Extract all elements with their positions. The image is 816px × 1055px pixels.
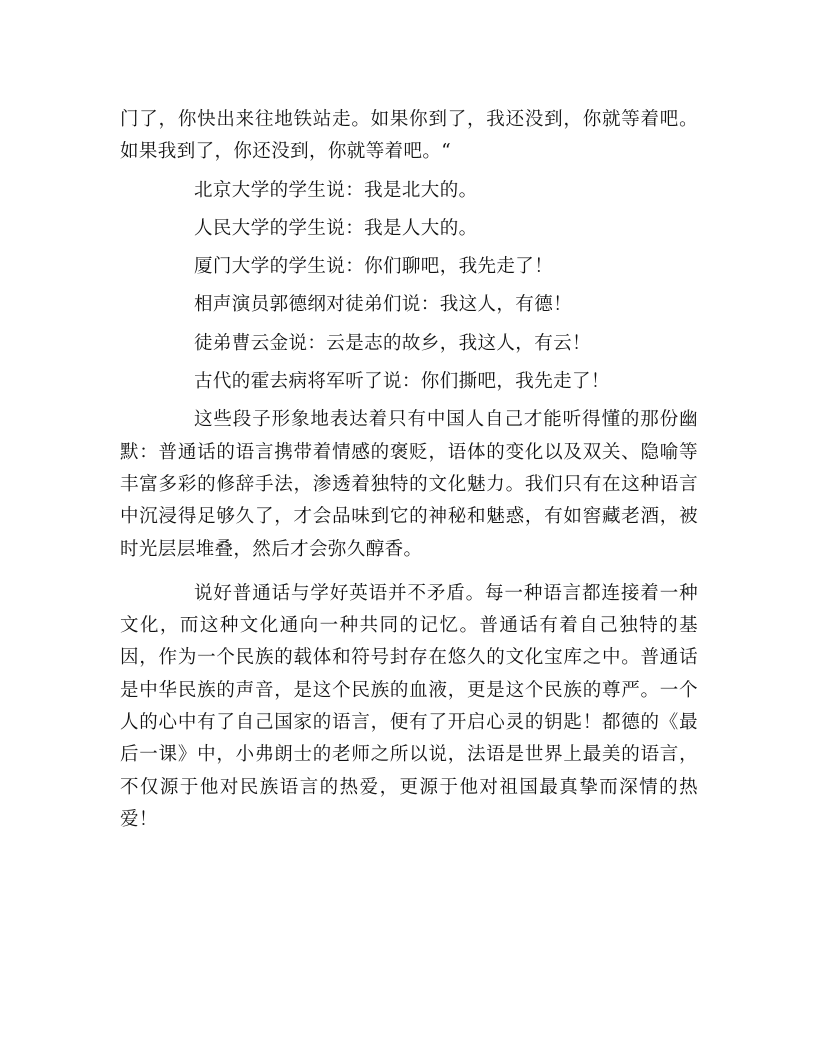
dialog-line-huo-qubing: 古代的霍去病将军听了说：你们撕吧，我先走了！ (194, 371, 610, 393)
document-body (120, 104, 698, 836)
paragraph-humor: 这些段子形象地表达着只有中国人自己才能听得懂的那份幽默：普通话的语言携带着情感的褒贬，语体的变化以及双关、隐喻等丰富多彩的修辞手法，渗透着独特的文化魅力。我们只有在这种语言中沉浸得足够久了，才会品味到它的神秘和魅惑，有如窖藏老酒，被时光层层堆叠，然后才会弥久醇香。 (120, 409, 698, 560)
paragraph-mandarin: 说好普通话与学好英语并不矛盾。每一种语言都连接着一种文化，而这种文化通向一种共同的记忆。普通话有着自己独特的基因，作为一个民族的载体和符号封存在悠久的文化宝库之中。普通话是中华民族的声音，是这个民族的血液，更是这个民族的尊严。一个人的心中有了自己国家的语言，便有了开启心灵的钥匙！都德的《最后一课》中，小弗朗士的老师之所以说，法语是世界上最美的语言，不仅源于他对民族语言的热爱，更源于他对祖国最真挚而深情的热爱！ (120, 582, 698, 830)
dialog-line-renmin-university: 人民大学的学生说：我是人大的。 (194, 217, 478, 239)
dialog-line-cao-yunjin: 徒弟曹云金说：云是志的故乡，我这人，有云！ (194, 332, 591, 354)
dialog-line-peking-university: 北京大学的学生说：我是北大的。 (194, 179, 478, 201)
paragraph-continuation: 门了，你快出来往地铁站走。如果你到了，我还没到，你就等着吧。如果我到了，你还没到，你就等着吧。“ (120, 109, 698, 163)
dialog-line-xiamen-university: 厦门大学的学生说：你们聊吧，我先走了！ (194, 256, 554, 278)
dialog-line-guo-degang: 相声演员郭德纲对徒弟们说：我这人，有德！ (194, 294, 573, 316)
